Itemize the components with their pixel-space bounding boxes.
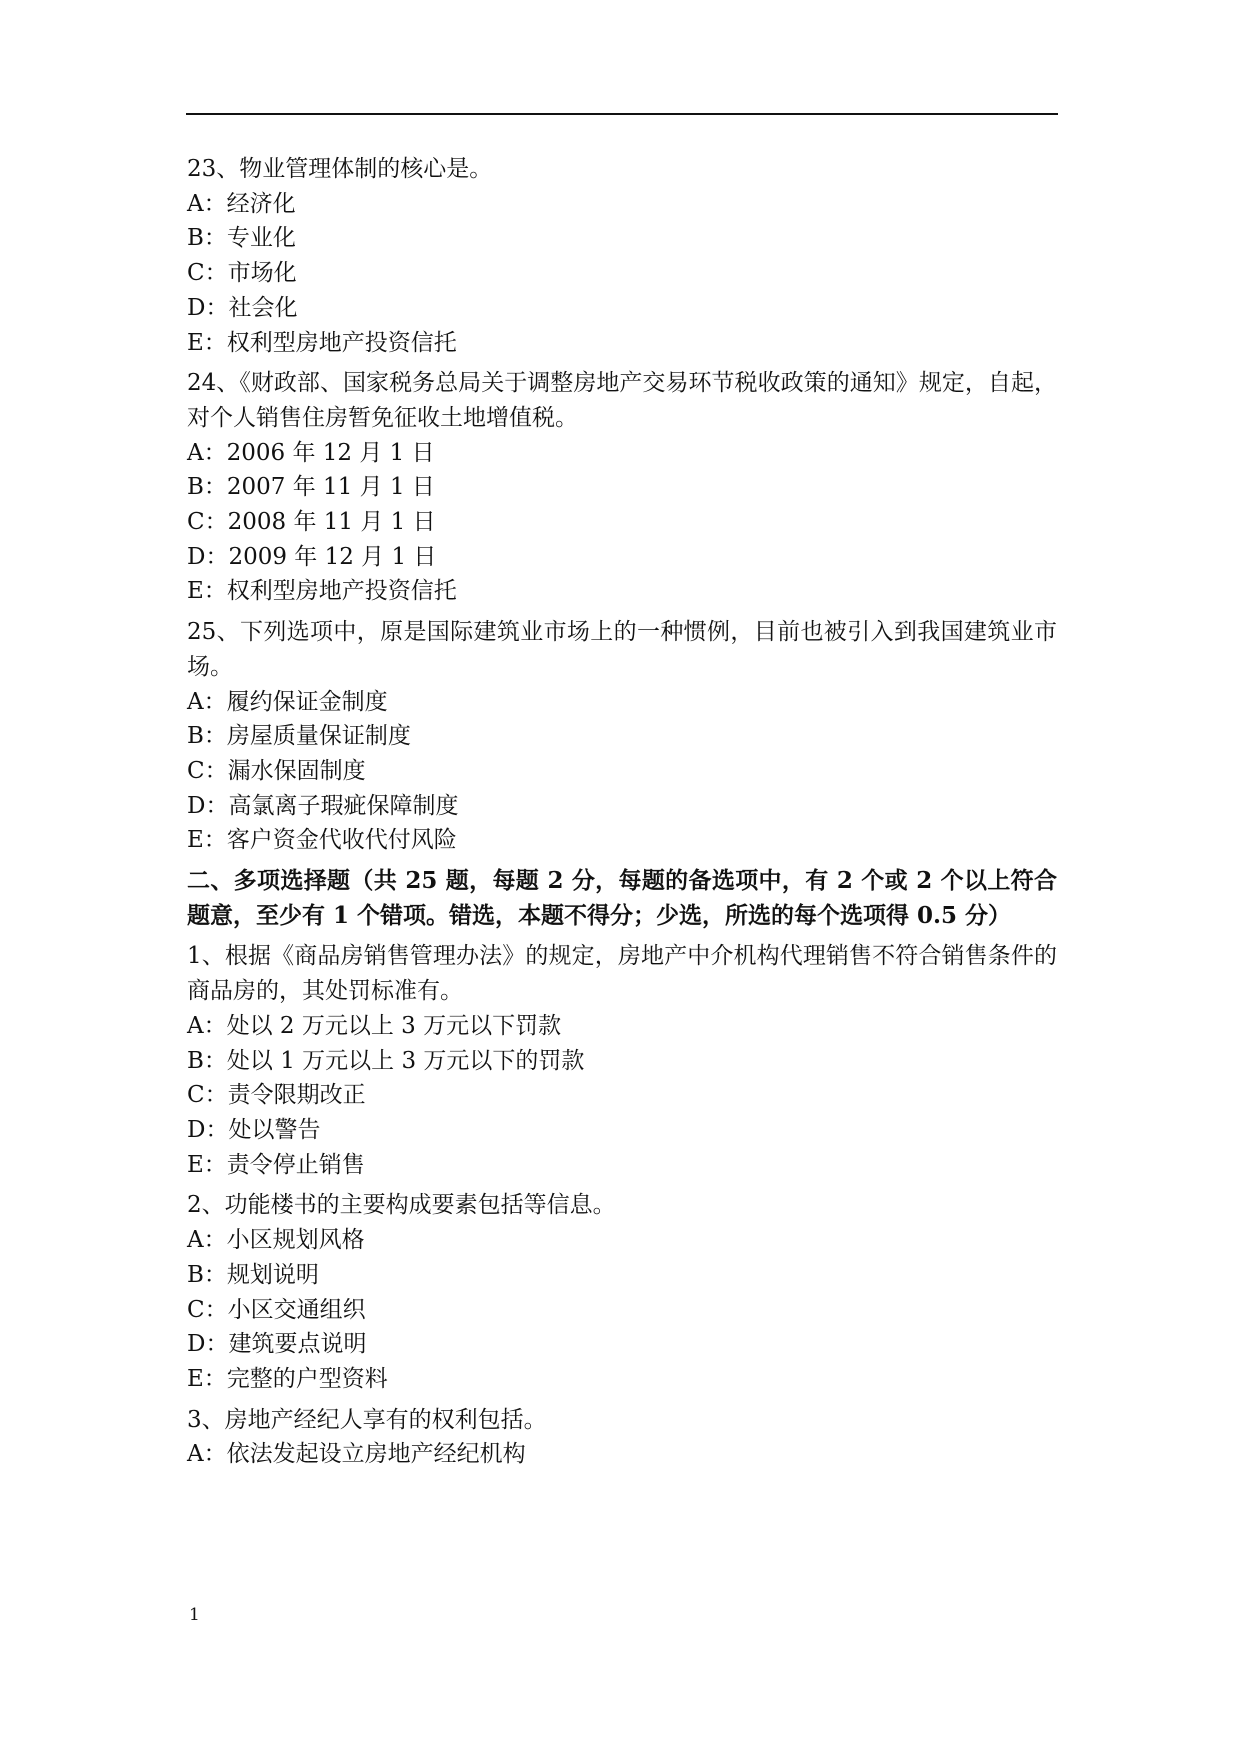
option-a: A：依法发起设立房地产经纪机构 [187,1441,526,1468]
question-23 [187,152,1057,360]
option-c: C：责令限期改正 [187,1082,366,1109]
option-a: A：经济化 [187,190,296,217]
option-d: D：2009 年 12 月 1 日 [187,543,437,570]
multi-question-3 [187,1403,1057,1472]
multi-question-2 [187,1188,1057,1396]
option-b: B：2007 年 11 月 1 日 [187,474,435,501]
question-stem: 1、根据《商品房销售管理办法》的规定，房地产中介机构代理销售不符合销售条件的商品房的，其处罚标准有。 [187,943,1057,1005]
option-a: A：小区规划风格 [187,1227,365,1254]
option-e: E：权利型房地产投资信托 [187,578,457,605]
option-e: E：客户资金代收代付风险 [187,827,457,854]
option-b: B：处以 1 万元以上 3 万元以下的罚款 [187,1047,585,1074]
option-c: C：漏水保固制度 [187,757,366,784]
option-a: A：处以 2 万元以上 3 万元以下罚款 [187,1012,562,1039]
option-d: D：社会化 [187,294,298,321]
option-d: D：高氯离子瑕疵保障制度 [187,792,459,819]
option-b: B：房屋质量保证制度 [187,723,411,750]
question-stem: 25、下列选项中，原是国际建筑业市场上的一种惯例，目前也被引入到我国建筑业市场。 [187,619,1057,680]
question-24 [187,366,1057,609]
option-a: A：2006 年 12 月 1 日 [187,439,435,466]
multi-question-1 [187,939,1057,1182]
question-stem: 2、功能楼书的主要构成要素包括等信息。 [187,1192,616,1219]
option-b: B：专业化 [187,225,296,252]
option-c: C：2008 年 11 月 1 日 [187,509,436,536]
question-stem: 3、房地产经纪人享有的权利包括。 [187,1406,547,1433]
question-stem: 23、物业管理体制的核心是。 [187,156,493,182]
page-number: 1 [189,1605,200,1625]
option-d: D：处以警告 [187,1116,321,1143]
option-a: A：履约保证金制度 [187,688,388,715]
page-content [187,152,1057,1478]
option-e: E：责令停止销售 [187,1151,365,1178]
option-b: B：规划说明 [187,1261,319,1288]
question-25 [187,615,1057,858]
header-rule [186,113,1058,115]
option-c: C：小区交通组织 [187,1296,366,1323]
option-e: E：完整的户型资料 [187,1365,388,1392]
section-2-title: 二、多项选择题（共 25 题，每题 2 分，每题的备选项中，有 2 个或 2 个以上符合题意，至少有 1 个错项。错选，本题不得分；少选，所选的每个选项得 0.5 分） [187,867,1057,929]
option-c: C：市场化 [187,260,297,287]
option-d: D：建筑要点说明 [187,1331,367,1358]
question-stem: 24、《财政部、国家税务总局关于调整房地产交易环节税收政策的通知》规定，自起，对个人销售住房暂免征收土地增值税。 [187,370,1057,431]
option-e: E：权利型房地产投资信托 [187,329,457,356]
